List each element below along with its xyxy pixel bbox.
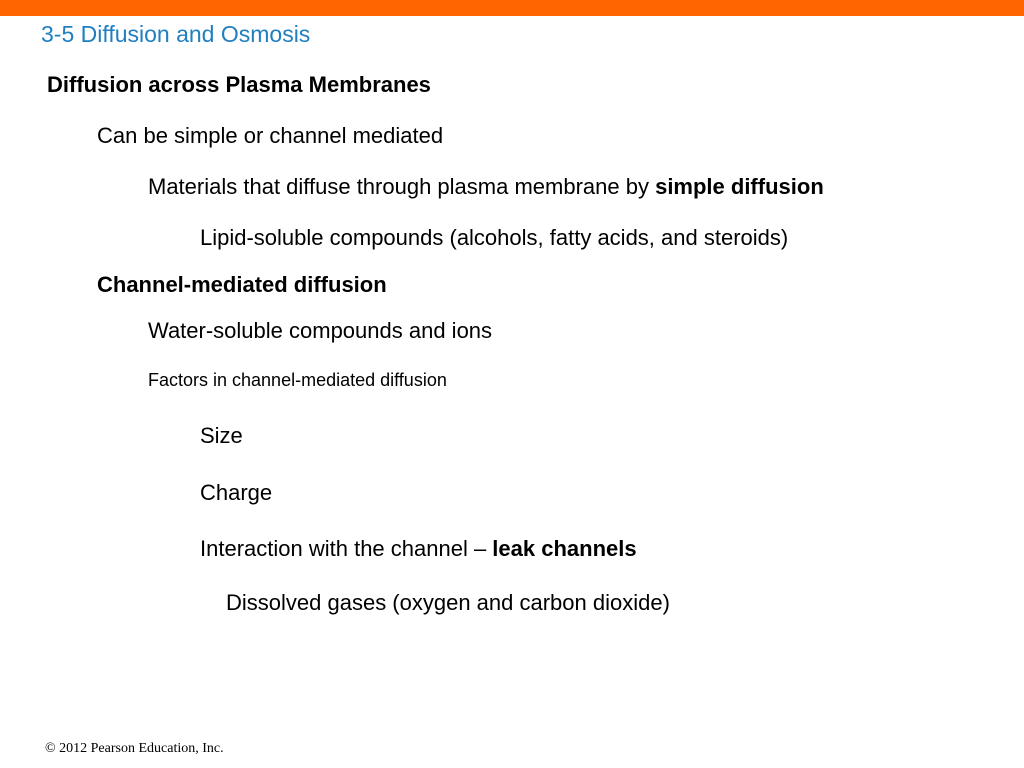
heading-diffusion-across-membranes: Diffusion across Plasma Membranes (47, 72, 431, 97)
interaction-text: Interaction with the channel – (200, 536, 493, 561)
bullet-simple-or-channel: Can be simple or channel mediated (97, 123, 444, 148)
bullet-materials-simple-diffusion (148, 174, 824, 199)
top-accent-bar (0, 0, 1024, 16)
bullet-lipid-soluble: Lipid-soluble compounds (alcohols, fatty acids, and steroids) (200, 225, 789, 250)
bullet-water-soluble: Water-soluble compounds and ions (148, 318, 493, 343)
subheading-channel-mediated: Channel-mediated diffusion (97, 272, 387, 297)
bullet-charge: Charge (200, 480, 273, 505)
slide-title: 3-5 Diffusion and Osmosis (41, 21, 311, 47)
bullet-size: Size (200, 423, 243, 448)
bullet-interaction-leak-channels (200, 536, 637, 561)
bullet-dissolved-gases: Dissolved gases (oxygen and carbon dioxide) (226, 590, 670, 615)
materials-text: Materials that diffuse through plasma membrane by (148, 174, 656, 199)
simple-diffusion-term: simple diffusion (655, 174, 824, 199)
copyright-footer: © 2012 Pearson Education, Inc. (45, 741, 224, 756)
leak-channels-term: leak channels (492, 536, 637, 561)
bullet-factors: Factors in channel-mediated diffusion (148, 370, 447, 390)
